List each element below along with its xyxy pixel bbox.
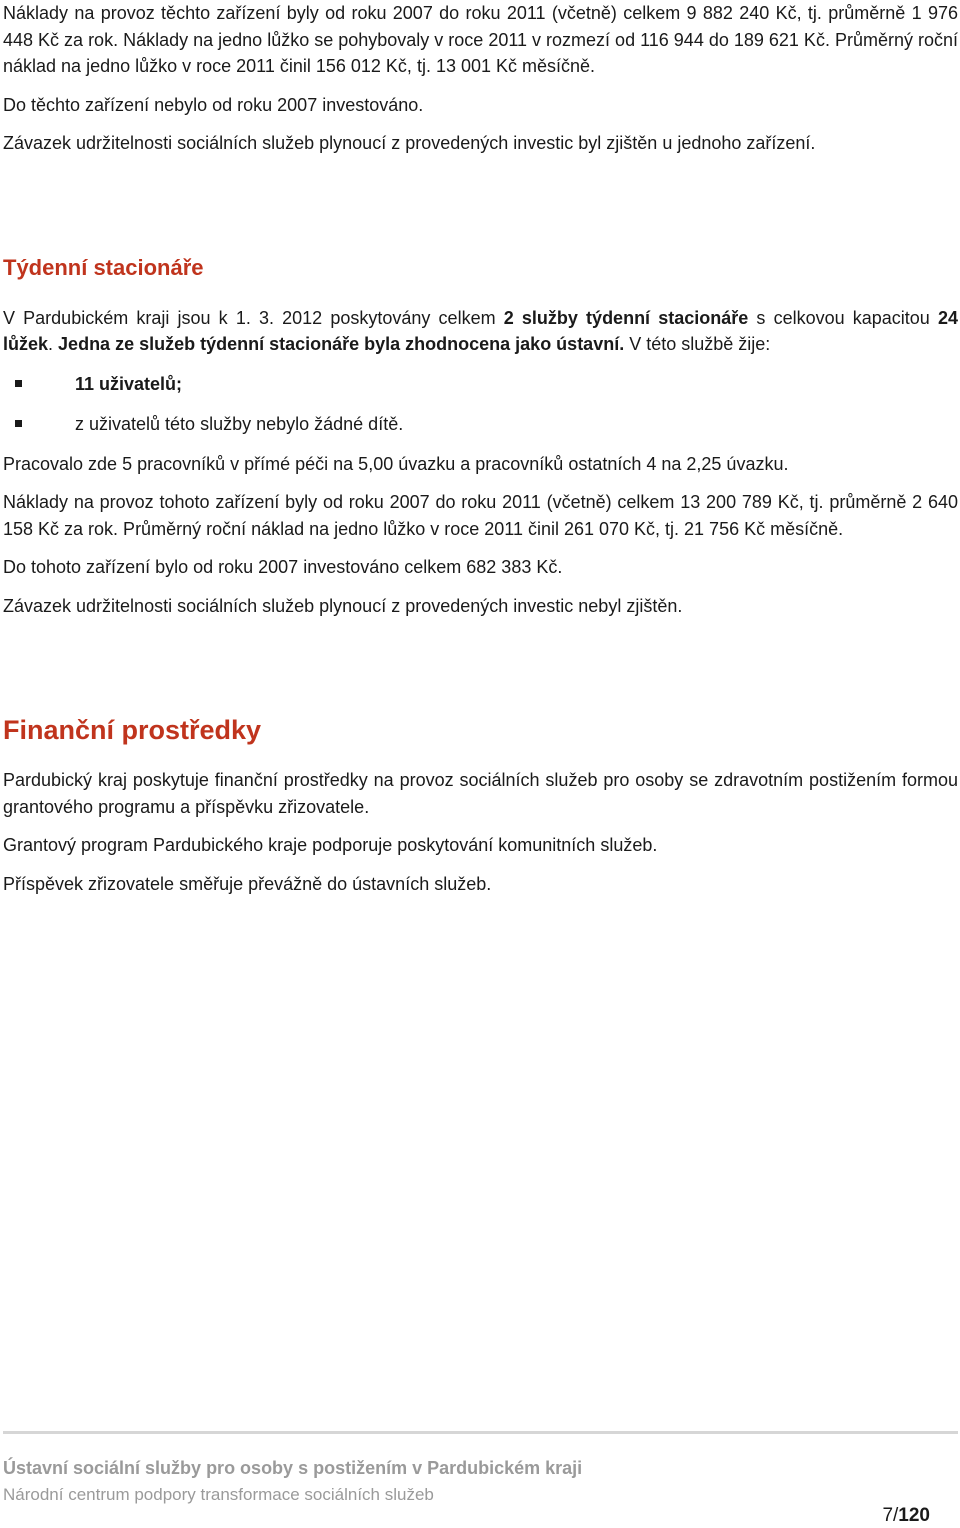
list-item [3,371,958,397]
weekly-intro-paragraph [3,305,958,358]
page-number-current: 7 [882,1505,894,1526]
finance-heading: Finanční prostředky [3,715,262,745]
weekly-sustainability-paragraph: Závazek udržitelnosti sociálních služeb plynoucí z provedených investic nebyl zjištěn. [3,595,683,616]
investment-paragraph: Do těchto zařízení nebylo od roku 2007 investováno. [3,94,424,115]
page-footer [3,1431,958,1507]
costs-paragraph: Náklady na provoz těchto zařízení byly od roku 2007 do roku 2011 (včetně) celkem 9 882 240 Kč, tj. průměrně 1 976 448 Kč za rok. Náklady na jedno lůžko se pohybovaly v roce 2011 v rozmezí od 116 944 do 189 621 Kč. Průměrný roční náklad na jedno lůžko v roce 2011 činil 156 012 Kč, tj. 13 001 Kč měsíčně. [3,3,958,76]
footer-title: Ústavní sociální služby pro osoby s postižením v Pardubickém kraji [3,1458,583,1478]
bullet-square-icon [15,380,22,387]
finance-paragraph-1: Pardubický kraj poskytuje finanční prostředky na provoz sociálních služeb pro osoby se zdravotním postižením formou grantového programu a příspěvku zřizovatele. [3,770,958,817]
residents-count: 11 uživatelů; [75,373,183,394]
finance-paragraph-2: Grantový program Pardubického kraje podporuje poskytování komunitních služeb. [3,835,658,855]
weekly-intro-institutional: Jedna ze služeb týdenní stacionáře byla zhodnocena jako ústavní. [58,334,625,354]
finance-paragraph-3: Příspěvek zřizovatele směřuje převážně do ústavních služeb. [3,873,492,894]
sustainability-paragraph: Závazek udržitelnosti sociálních služeb plynoucí z provedených investic byl zjištěn u jednoho zařízení. [3,133,816,153]
children-note: z uživatelů této služby nebylo žádné dítě. [75,413,404,434]
staff-paragraph: Pracovalo zde 5 pracovníků v přímé péči na 5,00 úvazku a pracovníků ostatních 4 na 2,25 úvazku. [3,453,789,474]
weekly-intro-text-1: V Pardubickém kraji jsou k 1. 3. 2012 poskytovány celkem [3,307,504,328]
page-number [882,1505,930,1527]
weekly-intro-services: 2 služby týdenní stacionáře [503,307,749,328]
document-page [3,0,958,897]
footer-subtitle: Národní centrum podpory transformace sociálních služeb [3,1485,434,1504]
list-item [3,411,958,437]
weekly-costs-paragraph: Náklady na provoz tohoto zařízení byly od roku 2007 do roku 2011 (včetně) celkem 13 200 789 Kč, tj. průměrně 2 640 158 Kč za rok. Průměrný roční náklad na jedno lůžko v roce 2011 činil 261 070 Kč, tj. 21 756 Kč měsíčně. [3,492,958,539]
weekly-intro-text-4: V této službě žije: [624,334,771,354]
weekly-intro-text-2: s celkovou kapacitou [748,307,938,328]
weekly-stationary-heading: Týdenní stacionáře [3,254,204,280]
residents-list [3,371,958,437]
weekly-intro-text-3: . [48,334,59,354]
page-number-separator: / [893,1505,899,1526]
page-number-total: 120 [898,1505,930,1526]
weekly-investment-paragraph: Do tohoto zařízení bylo od roku 2007 investováno celkem 682 383 Kč. [3,557,563,577]
footer-divider [3,1431,958,1434]
bullet-square-icon [15,420,22,427]
weekly-intro-capacity: 24 lůžek [3,307,958,354]
